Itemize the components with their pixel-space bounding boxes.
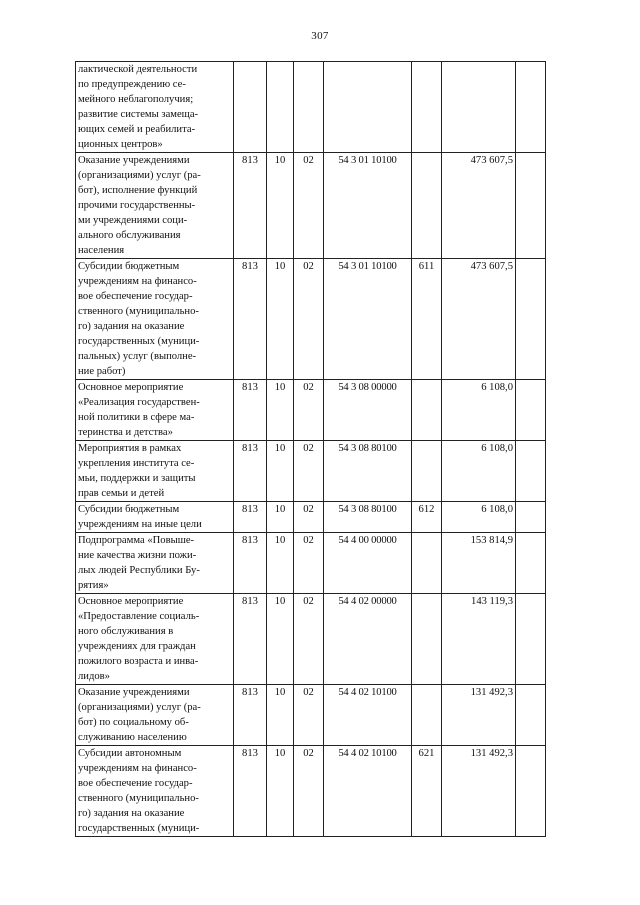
cell-amount: 153 814,9 xyxy=(442,533,516,594)
cell-expense-type xyxy=(412,380,442,441)
cell-expense-type: 621 xyxy=(412,746,442,837)
cell-name-line: пожилого возраста и инва- xyxy=(78,656,199,667)
cell-amount: 131 492,3 xyxy=(442,746,516,837)
table-row xyxy=(76,441,546,502)
cell-subsection: 02 xyxy=(294,441,324,502)
cell-expense-type: 611 xyxy=(412,259,442,380)
cell-name-line: рятия» xyxy=(78,580,109,591)
cell-name-line: лидов» xyxy=(78,671,110,682)
cell-amount: 131 492,3 xyxy=(442,685,516,746)
cell-name-line: Субсидии бюджетным xyxy=(78,504,180,515)
cell-section: 10 xyxy=(267,153,294,259)
cell-name-line: учреждениям на иные цели xyxy=(78,519,202,530)
cell-subsection: 02 xyxy=(294,685,324,746)
cell-target-article xyxy=(324,62,412,153)
cell-name-line: бот), исполнение функций xyxy=(78,185,198,196)
cell-name-line: учреждениях для граждан xyxy=(78,641,196,652)
cell-name-line: го) задания на оказание xyxy=(78,808,185,819)
cell-target-article: 54 4 00 00000 xyxy=(324,533,412,594)
cell-ved: 813 xyxy=(234,594,267,685)
table-row xyxy=(76,502,546,533)
cell-target-article: 54 3 01 10100 xyxy=(324,259,412,380)
cell-name-line: учреждениям на финансо- xyxy=(78,763,197,774)
page-number: 307 xyxy=(311,30,329,42)
cell-section: 10 xyxy=(267,594,294,685)
cell-expense-type xyxy=(412,441,442,502)
cell-subsection: 02 xyxy=(294,380,324,441)
cell-name-line: ственного (муниципально- xyxy=(78,306,199,317)
cell-name xyxy=(76,502,234,533)
cell-subsection: 02 xyxy=(294,502,324,533)
cell-subsection: 02 xyxy=(294,594,324,685)
cell-name-line: ющих семей и реабилита- xyxy=(78,124,196,135)
cell-extra xyxy=(516,502,546,533)
cell-name-line: ной политики в сфере ма- xyxy=(78,412,195,423)
cell-target-article: 54 4 02 10100 xyxy=(324,685,412,746)
cell-name-line: Мероприятия в рамках xyxy=(78,443,182,454)
cell-name-line: укрепления института се- xyxy=(78,458,195,469)
cell-amount xyxy=(442,62,516,153)
cell-target-article: 54 4 02 10100 xyxy=(324,746,412,837)
cell-name-line: мейного неблагополучия; xyxy=(78,94,194,105)
cell-ved: 813 xyxy=(234,746,267,837)
table-row xyxy=(76,62,546,153)
cell-name-line: развитие системы замеща- xyxy=(78,109,199,120)
cell-section: 10 xyxy=(267,380,294,441)
cell-subsection: 02 xyxy=(294,533,324,594)
cell-extra xyxy=(516,746,546,837)
cell-target-article: 54 3 01 10100 xyxy=(324,153,412,259)
cell-extra xyxy=(516,380,546,441)
cell-section: 10 xyxy=(267,746,294,837)
table-row xyxy=(76,594,546,685)
cell-name-line: Оказание учреждениями xyxy=(78,687,190,698)
cell-name-line: «Предоставление социаль- xyxy=(78,611,200,622)
cell-name-line: теринства и детства» xyxy=(78,427,173,438)
cell-subsection: 02 xyxy=(294,746,324,837)
cell-name-line: лых людей Республики Бу- xyxy=(78,565,200,576)
cell-name-line: государственных (муници- xyxy=(78,336,200,347)
table-row xyxy=(76,685,546,746)
cell-name xyxy=(76,259,234,380)
cell-subsection: 02 xyxy=(294,259,324,380)
cell-name-line: Оказание учреждениями xyxy=(78,155,190,166)
cell-name-line: (организациями) услуг (ра- xyxy=(78,702,201,713)
cell-section: 10 xyxy=(267,259,294,380)
cell-name-line: ми учреждениями соци- xyxy=(78,215,188,226)
cell-ved: 813 xyxy=(234,502,267,533)
cell-name-line: ного обслуживания в xyxy=(78,626,174,637)
cell-name xyxy=(76,441,234,502)
cell-name-line: ние работ) xyxy=(78,366,126,377)
cell-extra xyxy=(516,259,546,380)
cell-name xyxy=(76,533,234,594)
table-row xyxy=(76,533,546,594)
cell-name-line: ственного (муниципально- xyxy=(78,793,199,804)
cell-subsection xyxy=(294,62,324,153)
cell-target-article: 54 3 08 00000 xyxy=(324,380,412,441)
cell-extra xyxy=(516,153,546,259)
cell-name-line: Основное мероприятие xyxy=(78,596,184,607)
cell-name-line: (организациями) услуг (ра- xyxy=(78,170,201,181)
cell-expense-type: 612 xyxy=(412,502,442,533)
cell-ved: 813 xyxy=(234,259,267,380)
table-row xyxy=(76,259,546,380)
cell-amount: 6 108,0 xyxy=(442,380,516,441)
cell-name xyxy=(76,62,234,153)
cell-name-line: «Реализация государствен- xyxy=(78,397,200,408)
cell-name-line: Подпрограмма «Повыше- xyxy=(78,535,195,546)
cell-name-line: ние качества жизни пожи- xyxy=(78,550,197,561)
cell-name-line: прав семьи и детей xyxy=(78,488,165,499)
cell-ved xyxy=(234,62,267,153)
cell-subsection: 02 xyxy=(294,153,324,259)
cell-amount: 473 607,5 xyxy=(442,259,516,380)
cell-amount: 143 119,3 xyxy=(442,594,516,685)
cell-name xyxy=(76,685,234,746)
budget-table xyxy=(75,61,546,837)
cell-expense-type xyxy=(412,533,442,594)
cell-extra xyxy=(516,685,546,746)
cell-name-line: лактической деятельности xyxy=(78,64,198,75)
table-row xyxy=(76,153,546,259)
cell-name-line: мьи, поддержки и защиты xyxy=(78,473,196,484)
cell-name-line: вое обеспечение государ- xyxy=(78,291,193,302)
cell-section xyxy=(267,62,294,153)
cell-extra xyxy=(516,441,546,502)
cell-amount: 473 607,5 xyxy=(442,153,516,259)
cell-expense-type xyxy=(412,153,442,259)
cell-expense-type xyxy=(412,62,442,153)
cell-ved: 813 xyxy=(234,380,267,441)
table-body xyxy=(76,62,546,837)
cell-name-line: государственных (муници- xyxy=(78,823,200,834)
cell-name-line: Субсидии бюджетным xyxy=(78,261,180,272)
cell-target-article: 54 3 08 80100 xyxy=(324,441,412,502)
cell-extra xyxy=(516,594,546,685)
cell-name-line: Субсидии автономным xyxy=(78,748,182,759)
cell-section: 10 xyxy=(267,441,294,502)
cell-name xyxy=(76,746,234,837)
cell-expense-type xyxy=(412,685,442,746)
table-row xyxy=(76,746,546,837)
cell-name-line: бот) по социальному об- xyxy=(78,717,189,728)
cell-ved: 813 xyxy=(234,153,267,259)
cell-ved: 813 xyxy=(234,441,267,502)
cell-name-line: ального обслуживания xyxy=(78,230,181,241)
cell-name xyxy=(76,153,234,259)
cell-section: 10 xyxy=(267,685,294,746)
cell-name xyxy=(76,380,234,441)
cell-name-line: по предупреждению се- xyxy=(78,79,186,90)
cell-name-line: го) задания на оказание xyxy=(78,321,185,332)
cell-name-line: служиванию населению xyxy=(78,732,187,743)
cell-expense-type xyxy=(412,594,442,685)
cell-target-article: 54 3 08 80100 xyxy=(324,502,412,533)
cell-extra xyxy=(516,533,546,594)
cell-name xyxy=(76,594,234,685)
cell-name-line: ционных центров» xyxy=(78,139,163,150)
cell-amount: 6 108,0 xyxy=(442,502,516,533)
cell-name-line: прочими государственны- xyxy=(78,200,196,211)
cell-section: 10 xyxy=(267,533,294,594)
cell-extra xyxy=(516,62,546,153)
table-row xyxy=(76,380,546,441)
cell-name-line: вое обеспечение государ- xyxy=(78,778,193,789)
cell-amount: 6 108,0 xyxy=(442,441,516,502)
cell-name-line: Основное мероприятие xyxy=(78,382,184,393)
cell-target-article: 54 4 02 00000 xyxy=(324,594,412,685)
cell-ved: 813 xyxy=(234,685,267,746)
cell-ved: 813 xyxy=(234,533,267,594)
cell-name-line: пальных) услуг (выполне- xyxy=(78,351,197,362)
cell-section: 10 xyxy=(267,502,294,533)
cell-name-line: населения xyxy=(78,245,125,256)
cell-name-line: учреждениям на финансо- xyxy=(78,276,197,287)
